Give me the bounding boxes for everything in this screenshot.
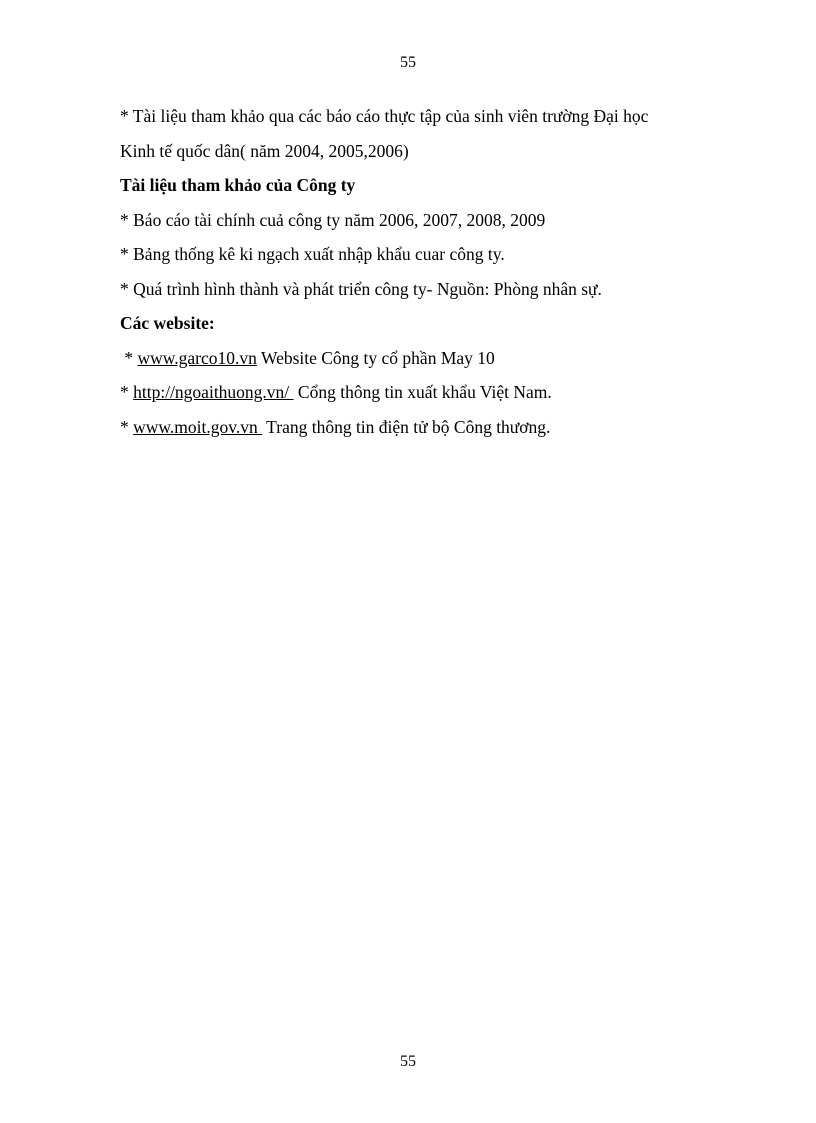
- bullet: *: [120, 382, 134, 402]
- website-item-ngoaithuong: [120, 379, 720, 414]
- bullet: *: [120, 416, 134, 437]
- reference-student-reports: * Tài liệu tham khảo qua các báo cáo thực tập của sinh viên trường Đại học: [120, 106, 649, 126]
- section-heading-websites: Các website:: [120, 313, 215, 333]
- reference-company-history: * Quá trình hình thành và phát triển công ty- Nguồn: Phòng nhân sự.: [120, 278, 602, 299]
- website-desc: Cổng thông tin xuất khẩu Việt Nam.: [293, 382, 552, 402]
- reference-financial-reports: * Báo cáo tài chính cuả công ty năm 2006, 2007, 2008, 2009: [120, 209, 546, 230]
- website-link-garco[interactable]: www.garco10.vn: [137, 347, 257, 368]
- section-heading-company-refs: Tài liệu tham khảo của Công ty: [120, 175, 356, 195]
- website-item-moit: [120, 414, 720, 449]
- website-item-garco: [120, 345, 720, 380]
- page-number-bottom: 55: [400, 1053, 416, 1070]
- reference-export-stats: * Bảng thống kê ki ngạch xuất nhập khẩu cuar công ty.: [120, 244, 505, 264]
- reference-student-reports-cont: Kinh tế quốc dân( năm 2004, 2005,2006): [120, 140, 409, 161]
- website-link-ngoaithuong[interactable]: http://ngoaithuong.vn/: [133, 382, 294, 402]
- website-desc: Website Công ty cổ phần May 10: [256, 347, 495, 368]
- bullet: *: [120, 347, 138, 368]
- page-number-top: 55: [400, 54, 416, 71]
- website-link-moit[interactable]: www.moit.gov.vn: [133, 416, 263, 437]
- document-body: [120, 103, 720, 448]
- website-desc: Trang thông tin điện tử bộ Công thương.: [262, 416, 551, 437]
